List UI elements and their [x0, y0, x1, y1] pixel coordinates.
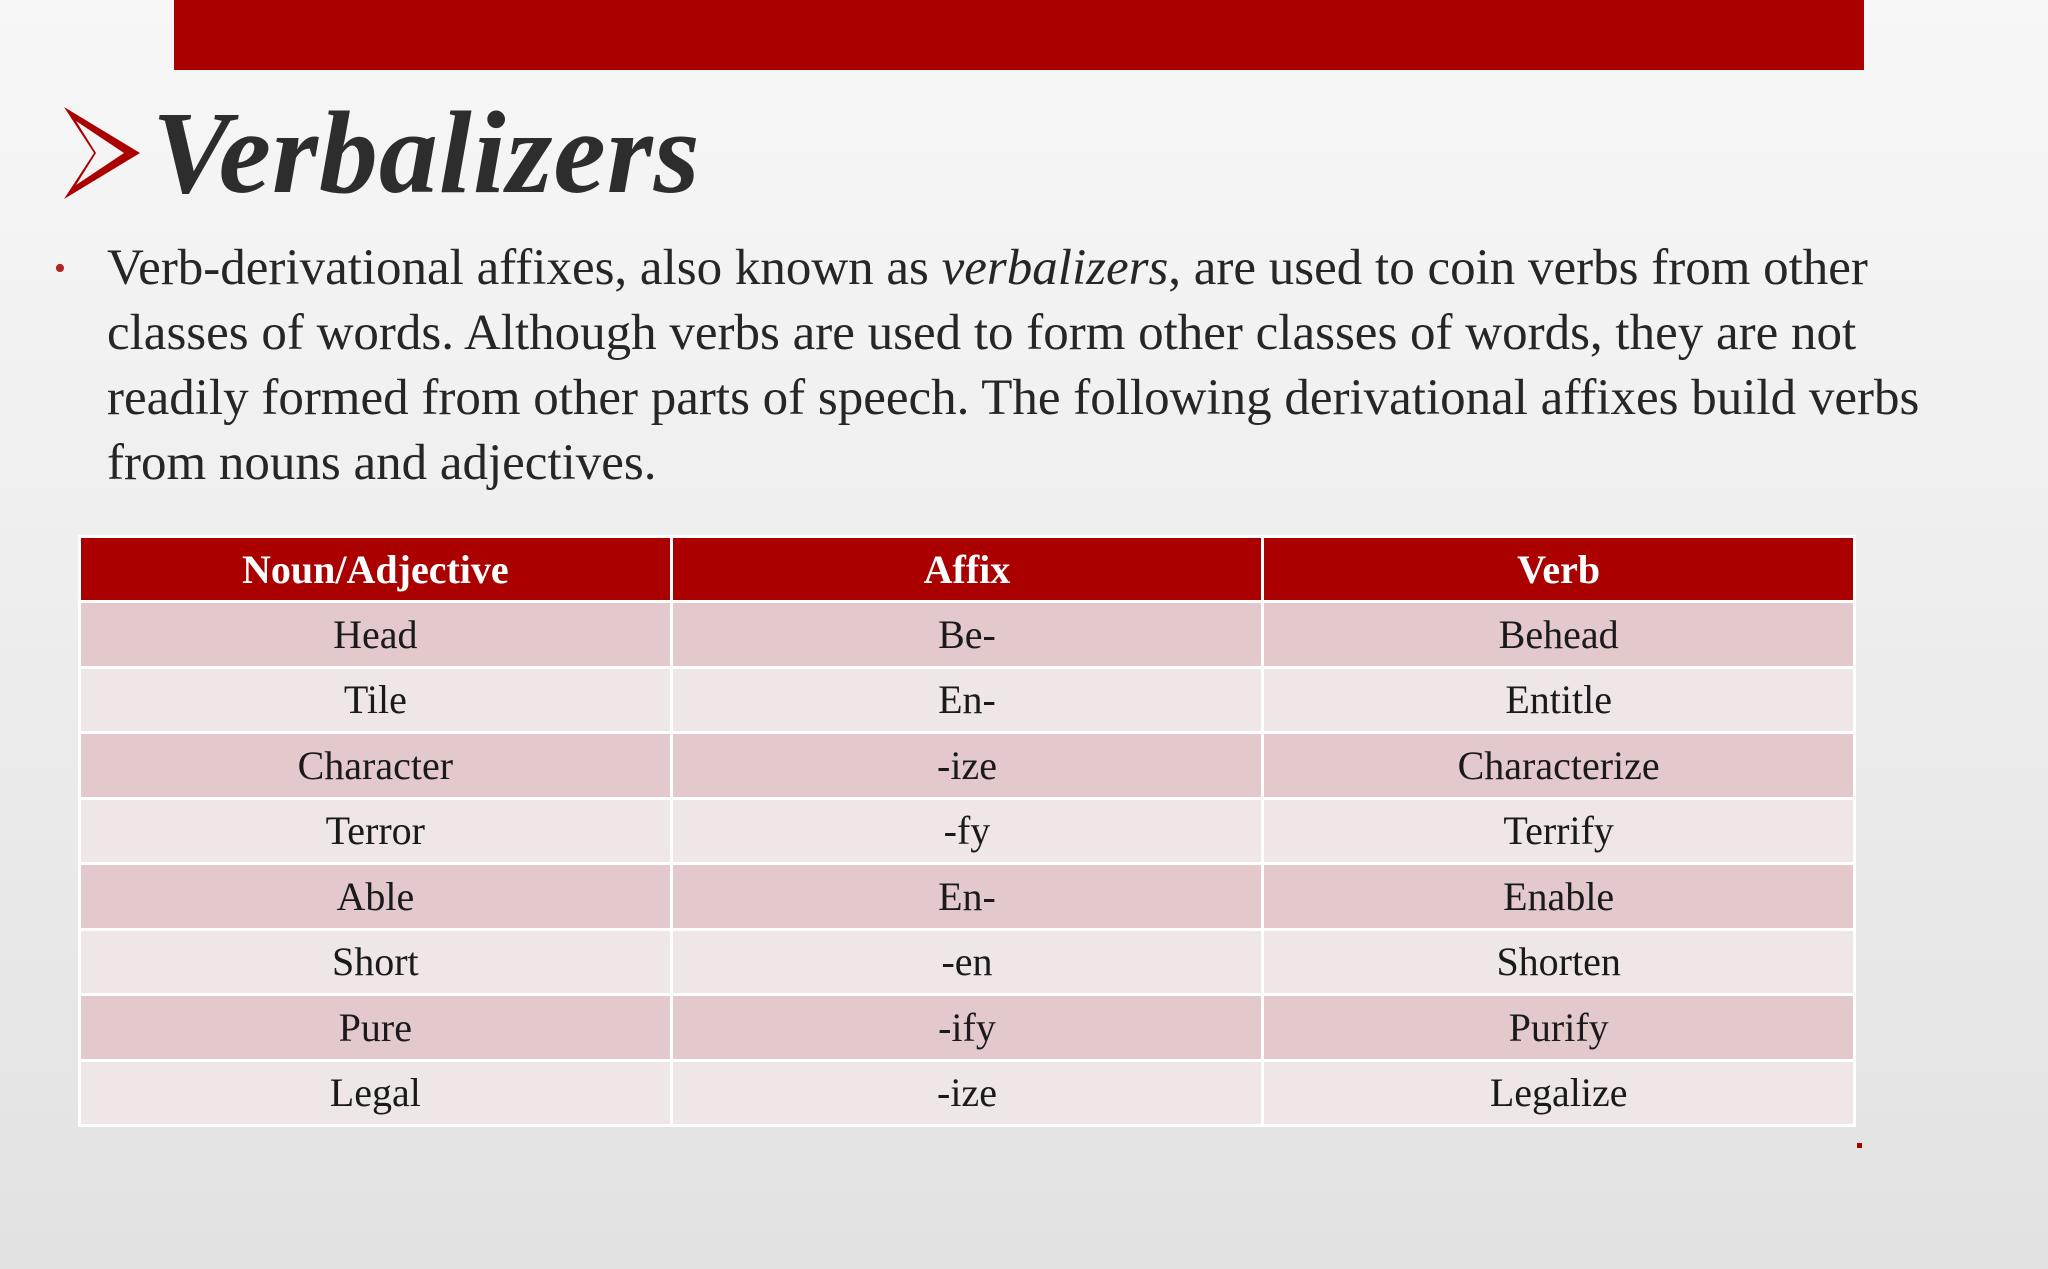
bullet-text-part2: , are used to coin verbs from other classes of words. Although verbs are used to form other classes of words, they are not readily formed from other parts of speech. The following derivational affixes build verbs from nouns and adjectives. — [107, 240, 1920, 491]
table-cell: Behead — [1263, 602, 1855, 668]
table-cell: Purify — [1263, 995, 1855, 1061]
bullet-text-emphasis: verbalizers — [941, 240, 1169, 296]
table-cell: -ize — [671, 1060, 1263, 1126]
table-cell: Able — [80, 864, 672, 930]
table-row — [80, 864, 1855, 930]
table-cell: Terrify — [1263, 798, 1855, 864]
table-row — [80, 602, 1855, 668]
table-cell: Legal — [80, 1060, 672, 1126]
bullet-text — [107, 236, 1952, 496]
table-cell: Enable — [1263, 864, 1855, 930]
bullet-paragraph — [52, 236, 1952, 496]
corner-accent-mark — [1857, 1143, 1862, 1148]
column-header: Noun/Adjective — [80, 537, 672, 602]
table-cell: En- — [671, 667, 1263, 733]
table-cell: Entitle — [1263, 667, 1855, 733]
table-cell: -ize — [671, 733, 1263, 799]
table-cell: Head — [80, 602, 672, 668]
top-accent-bar — [174, 0, 1864, 70]
slide-title: Verbalizers — [152, 87, 701, 218]
table-row — [80, 798, 1855, 864]
table-row — [80, 1060, 1855, 1126]
table-cell: En- — [671, 864, 1263, 930]
table-row — [80, 995, 1855, 1061]
column-header: Affix — [671, 537, 1263, 602]
table-row — [80, 667, 1855, 733]
table-cell: Shorten — [1263, 929, 1855, 995]
column-header: Verb — [1263, 537, 1855, 602]
table-cell: -en — [671, 929, 1263, 995]
verbalizer-table-wrapper — [78, 535, 1856, 1127]
table-row — [80, 929, 1855, 995]
table-cell: -ify — [671, 995, 1263, 1061]
table-cell: -fy — [671, 798, 1263, 864]
arrow-bullet-icon — [60, 103, 144, 203]
table-header-row — [80, 537, 1855, 602]
verbalizer-table — [78, 535, 1856, 1127]
table-cell: Terror — [80, 798, 672, 864]
table-cell: Tile — [80, 667, 672, 733]
table-cell: Be- — [671, 602, 1263, 668]
table-cell: Short — [80, 929, 672, 995]
table-cell: Legalize — [1263, 1060, 1855, 1126]
bullet-dot-icon: • — [54, 250, 66, 287]
title-row — [60, 88, 701, 218]
table-cell: Characterize — [1263, 733, 1855, 799]
table-cell: Character — [80, 733, 672, 799]
table-row — [80, 733, 1855, 799]
bullet-text-part1: Verb-derivational affixes, also known as — [107, 240, 942, 296]
table-cell: Pure — [80, 995, 672, 1061]
